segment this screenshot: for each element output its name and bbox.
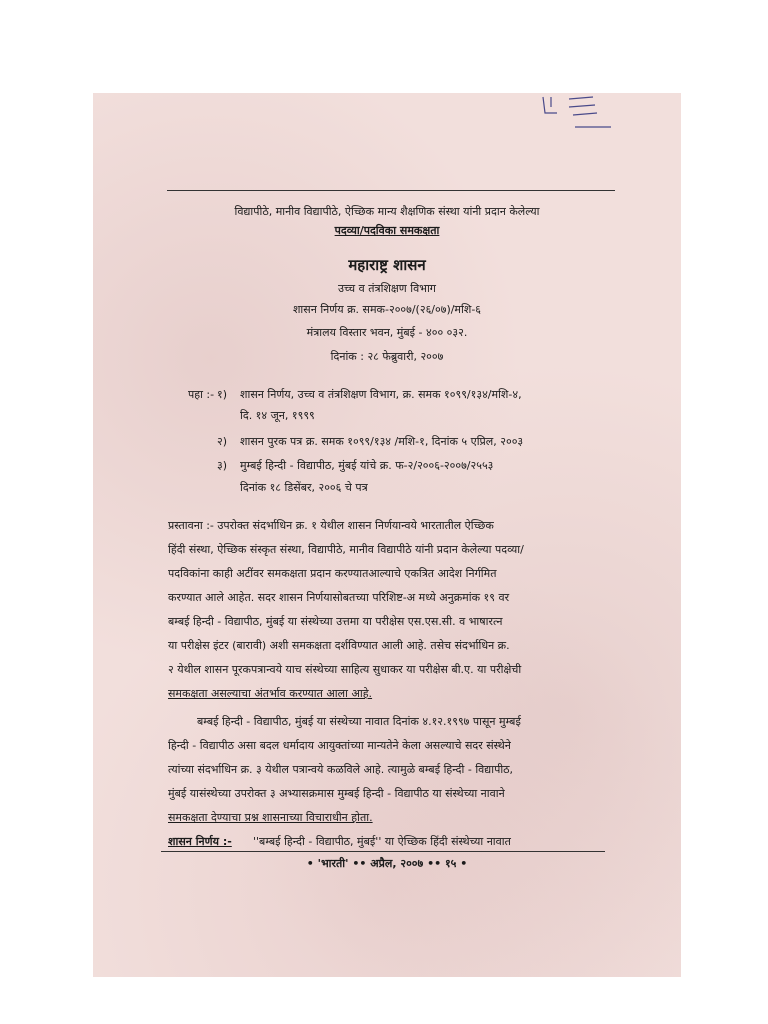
scanned-document-page	[93, 93, 681, 977]
resolution-date: दिनांक : २८ फेब्रुवारी, २००७	[330, 350, 444, 363]
preamble-line: या परीक्षेस इंटर (बारावी) अशी समकक्षता दर्शविण्यात आली आहे. तसेच संदर्भाधिन क्र.	[168, 639, 510, 652]
reference-2-number: २)	[217, 435, 228, 448]
paragraph-line: बम्बई हिन्दी - विद्यापीठ, मुंबई या संस्थेच्या नावात दिनांक ४.१२.१९९७ पासून मुम्बई	[197, 715, 521, 728]
resolution-number: शासन निर्णय क्र. समक-२००७/(२६/०७)/मशि-६	[292, 303, 482, 316]
references-label: पहा :-	[188, 388, 215, 401]
reference-1-number: १)	[217, 388, 228, 401]
decision-label: शासन निर्णय :-	[168, 835, 232, 848]
reference-3-number: ३)	[217, 459, 228, 472]
reference-2-text: शासन पुरक पत्र क्र. समक १०९९/१३४ /मशि-१, दिनांक ५ एप्रिल, २००३	[240, 435, 524, 448]
reference-3-text: मुम्बई हिन्दी - विद्यापीठ, मुंबई यांचे क्र. फ-२/२००६-२००७/२५५३	[240, 459, 494, 472]
paragraph-line: समकक्षता देण्याचा प्रश्न शासनाच्या विचाराधीन होता.	[168, 811, 373, 824]
preamble-line: २ येथील शासन पूरकपत्रान्वये याच संस्थेच्या साहित्य सुधाकर या परीक्षेस बी.ए. या परीक्षेची	[168, 663, 522, 676]
preamble-line: हिंदी संस्था, ऐच्छिक संस्कृत संस्था, विद्यापीठे, मानीव विद्यापीठे यांनी प्रदान केलेल्या पदव्या/	[168, 543, 524, 556]
reference-1-date: दि. १४ जून, १९९९	[240, 409, 315, 422]
reference-3-date: दिनांक १८ डिसेंबर, २००६ चे पत्र	[240, 481, 368, 494]
subject-line-1: विद्यापीठे, मानीव विद्यापीठे, ऐच्छिक मान्य शैक्षणिक संस्था यांनी प्रदान केलेल्या	[234, 205, 540, 218]
preamble-line: प्रस्तावना :- उपरोक्त संदर्भाधिन क्र. १ येथील शासन निर्णयान्वये भारतातील ऐच्छिक	[168, 519, 494, 532]
paragraph-line: हिन्दी - विद्यापीठ असा बदल धर्मादाय आयुक्तांच्या मान्यतेने केला असल्याचे सदर संस्थेने	[168, 739, 511, 752]
preamble-line: करण्यात आले आहेत. सदर शासन निर्णयासोबतच्या परिशिष्ट-अ मध्ये अनुक्रमांक १९ वर	[168, 591, 510, 604]
paragraph-line: त्यांच्या संदर्भाधिन क्र. ३ येथील पत्रान्वये कळविले आहे. त्यामुळे बम्बई हिन्दी - विद्यापीठ,	[168, 763, 514, 776]
preamble-line: पदविकांना काही अटींवर समकक्षता प्रदान करण्यातआल्याचे एकत्रित आदेश निर्गमित	[168, 567, 497, 580]
top-rule	[167, 190, 615, 191]
reference-1-text: शासन निर्णय, उच्च व तंत्रशिक्षण विभाग, क्र. समक १०९९/१३४/मशि-४,	[240, 388, 522, 401]
department-name: उच्च व तंत्रशिक्षण विभाग	[337, 282, 437, 295]
footer-rule	[161, 851, 605, 852]
government-title: महाराष्ट्र शासन	[348, 256, 426, 274]
office-address: मंत्रालय विस्तार भवन, मुंबई - ४०० ०३२.	[306, 326, 468, 339]
footer-publication: • 'भारती' •• अप्रैल, २००७ •• १५ •	[306, 857, 468, 870]
preamble-line: समकक्षता असल्याचा अंतर्भाव करण्यात आला आहे.	[168, 687, 373, 700]
subject-line-2: पदव्या/पदविका समकक्षता	[334, 224, 440, 237]
handwritten-mark	[533, 93, 623, 138]
decision-text: ''बम्बई हिन्दी - विद्यापीठ, मुंबई'' या ऐच्छिक हिंदी संस्थेच्या नावात	[253, 835, 511, 848]
preamble-line: बम्बई हिन्दी - विद्यापीठ, मुंबई या संस्थेच्या उत्तमा या परीक्षेस एस.एस.सी. व भाषारत्न	[168, 615, 503, 628]
paragraph-line: मुंबई यासंस्थेच्या उपरोक्त ३ अभ्यासक्रमास मुम्बई हिन्दी - विद्यापीठ या संस्थेच्या नावाने	[168, 787, 505, 800]
